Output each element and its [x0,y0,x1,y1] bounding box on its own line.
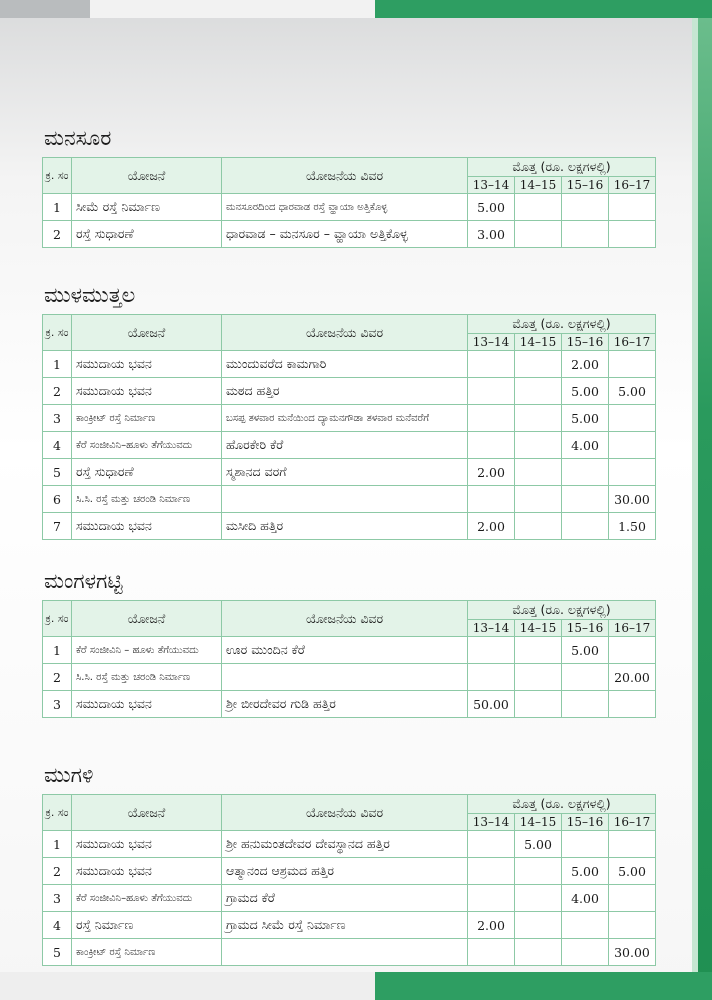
section-title: ಮನಸೂರ [44,126,112,150]
row-amount-14–15 [515,378,562,405]
row-amount-16–17: 20.00 [609,664,656,691]
row-amount-15–16 [562,939,609,966]
row-amount-16–17: 5.00 [609,378,656,405]
header-total: ಮೊತ್ತ (ರೂ. ಲಕ್ಷಗಳಲ್ಲಿ) [468,158,656,177]
table-row [43,831,656,858]
row-amount-13–14 [468,432,515,459]
row-amount-13–14 [468,664,515,691]
section-title: ಮುಳಮುತ್ತಲ [44,283,136,307]
row-amount-13–14 [468,405,515,432]
row-details [222,939,468,966]
header-year: 14–15 [515,177,562,194]
row-amount-14–15 [515,194,562,221]
row-amount-14–15 [515,664,562,691]
row-details [222,664,468,691]
row-amount-13–14 [468,858,515,885]
header-scheme: ಯೋಜನೆ [72,315,222,351]
table-row [43,405,656,432]
row-details: ಊರ ಮುಂದಿನ ಕೆರೆ [222,637,468,664]
header-year: 16–17 [609,620,656,637]
row-scheme: ಸಮುದಾಯ ಭವನ [72,831,222,858]
row-amount-16–17 [609,459,656,486]
row-amount-16–17: 30.00 [609,486,656,513]
table-row [43,513,656,540]
section-2 [42,282,656,540]
row-serial: 2 [43,378,72,405]
row-scheme: ಕೆರೆ ಸಂಜೀವಿನಿ – ಹೂಳು ತೆಗೆಯುವದು [72,637,222,664]
row-serial: 3 [43,691,72,718]
section-1 [42,125,656,248]
row-amount-14–15 [515,858,562,885]
row-amount-14–15 [515,939,562,966]
table-row [43,885,656,912]
row-scheme: ರಸ್ತೆ ಸುಧಾರಣೆ [72,459,222,486]
works-table [42,157,656,248]
header-serial: ಕ್ರ. ಸಂ [43,315,72,351]
row-scheme: ಸಮುದಾಯ ಭವನ [72,691,222,718]
works-table [42,600,656,718]
header-serial: ಕ್ರ. ಸಂ [43,158,72,194]
table-row [43,351,656,378]
row-serial: 1 [43,831,72,858]
row-scheme: ಸಮುದಾಯ ಭವನ [72,513,222,540]
row-amount-14–15 [515,637,562,664]
row-amount-13–14: 50.00 [468,691,515,718]
row-amount-15–16: 5.00 [562,378,609,405]
row-serial: 4 [43,912,72,939]
top-decor-gray [0,0,90,18]
row-amount-13–14: 2.00 [468,513,515,540]
header-year: 13–14 [468,334,515,351]
header-year: 15–16 [562,177,609,194]
row-amount-14–15 [515,459,562,486]
works-table [42,794,656,966]
row-amount-14–15 [515,221,562,248]
row-amount-13–14 [468,486,515,513]
row-details: ಗ್ರಾಮದ ಸೀಮೆ ರಸ್ತೆ ನಿರ್ಮಾಣ [222,912,468,939]
row-amount-14–15 [515,885,562,912]
header-details: ಯೋಜನೆಯ ವಿವರ [222,601,468,637]
row-scheme: ಸಮುದಾಯ ಭವನ [72,378,222,405]
row-serial: 1 [43,194,72,221]
row-amount-13–14 [468,831,515,858]
header-year: 14–15 [515,620,562,637]
row-amount-16–17: 1.50 [609,513,656,540]
row-amount-16–17: 5.00 [609,858,656,885]
row-scheme: ಕಾಂಕ್ರೀಟ್ ರಸ್ತೆ ನಿರ್ಮಾಣ [72,939,222,966]
row-amount-13–14: 2.00 [468,459,515,486]
row-details [222,486,468,513]
row-amount-15–16: 5.00 [562,858,609,885]
header-serial: ಕ್ರ. ಸಂ [43,601,72,637]
works-table [42,314,656,540]
row-scheme: ಸೀಮೆ ರಸ್ತೆ ನಿರ್ಮಾಣ [72,194,222,221]
table-row [43,691,656,718]
section-4 [42,762,656,966]
row-details: ಮಸೀದಿ ಹತ್ತಿರ [222,513,468,540]
row-serial: 1 [43,637,72,664]
row-amount-16–17 [609,912,656,939]
header-total: ಮೊತ್ತ (ರೂ. ಲಕ್ಷಗಳಲ್ಲಿ) [468,601,656,620]
row-details: ಶ್ರೀ ಹನುಮಂತದೇವರ ದೇವಸ್ಥಾನದ ಹತ್ತಿರ [222,831,468,858]
header-year: 14–15 [515,334,562,351]
row-amount-15–16 [562,194,609,221]
table-row [43,664,656,691]
row-amount-15–16: 5.00 [562,405,609,432]
row-amount-13–14 [468,939,515,966]
row-amount-13–14: 3.00 [468,221,515,248]
header-year: 13–14 [468,620,515,637]
row-amount-16–17 [609,637,656,664]
row-scheme: ಕಾಂಕ್ರೀಟ್ ರಸ್ತೆ ನಿರ್ಮಾಣ [72,405,222,432]
row-scheme: ಸಿ.ಸಿ. ರಸ್ತೆ ಮತ್ತು ಚರಂಡಿ ನಿರ್ಮಾಣ [72,486,222,513]
row-details: ಹೊರಕೇರಿ ಕೆರೆ [222,432,468,459]
table-row [43,378,656,405]
row-amount-14–15: 5.00 [515,831,562,858]
row-scheme: ರಸ್ತೆ ಸುಧಾರಣೆ [72,221,222,248]
row-serial: 6 [43,486,72,513]
row-details: ಶ್ರೀ ಬೀರದೇವರ ಗುಡಿ ಹತ್ತಿರ [222,691,468,718]
table-row [43,221,656,248]
row-amount-16–17: 30.00 [609,939,656,966]
row-amount-15–16 [562,486,609,513]
table-row [43,858,656,885]
row-amount-14–15 [515,351,562,378]
row-amount-15–16 [562,221,609,248]
row-scheme: ಕೆರೆ ಸಂಜೀವಿನಿ–ಹೂಳು ತೆಗೆಯುವದು [72,432,222,459]
header-total: ಮೊತ್ತ (ರೂ. ಲಕ್ಷಗಳಲ್ಲಿ) [468,315,656,334]
row-serial: 3 [43,405,72,432]
row-amount-16–17 [609,831,656,858]
row-amount-15–16: 4.00 [562,432,609,459]
header-serial: ಕ್ರ. ಸಂ [43,795,72,831]
bottom-decor-green [375,972,712,1000]
top-decor-light [90,0,375,18]
row-scheme: ಸಿ.ಸಿ. ರಸ್ತೆ ಮತ್ತು ಚರಂಡಿ ನಿರ್ಮಾಣ [72,664,222,691]
table-row [43,912,656,939]
table-row [43,637,656,664]
row-serial: 5 [43,459,72,486]
row-amount-13–14 [468,351,515,378]
header-year: 15–16 [562,334,609,351]
header-year: 13–14 [468,814,515,831]
row-amount-16–17 [609,885,656,912]
row-amount-15–16: 2.00 [562,351,609,378]
row-details: ಮುಂದುವರೆದ ಕಾಮಗಾರಿ [222,351,468,378]
header-year: 15–16 [562,620,609,637]
row-details: ಮನಸೂರದಿಂದ ಧಾರವಾಡ ರಸ್ತೆ ವ್ಹಾಯಾ ಅತ್ತಿಕೊಳ್ಳ [222,194,468,221]
right-decor-green [698,18,712,1000]
header-year: 14–15 [515,814,562,831]
table-row [43,432,656,459]
row-amount-13–14 [468,885,515,912]
row-serial: 5 [43,939,72,966]
row-amount-14–15 [515,691,562,718]
row-amount-13–14: 2.00 [468,912,515,939]
row-scheme: ರಸ್ತೆ ನಿರ್ಮಾಣ [72,912,222,939]
row-amount-15–16 [562,691,609,718]
row-scheme: ಕೆರೆ ಸಂಜೀವಿನಿ–ಹೂಳು ತೆಗೆಯುವದು [72,885,222,912]
header-year: 13–14 [468,177,515,194]
row-amount-15–16 [562,664,609,691]
row-amount-15–16: 5.00 [562,637,609,664]
section-title: ಮಂಗಳಗಟ್ಟಿ [44,569,123,593]
header-details: ಯೋಜನೆಯ ವಿವರ [222,315,468,351]
row-amount-16–17 [609,432,656,459]
row-amount-15–16 [562,912,609,939]
table-row [43,194,656,221]
section-3 [42,568,656,718]
row-amount-15–16 [562,459,609,486]
row-amount-14–15 [515,912,562,939]
row-amount-16–17 [609,405,656,432]
row-amount-15–16 [562,831,609,858]
row-amount-14–15 [515,405,562,432]
row-details: ಆತ್ಮಾನಂದ ಆಶ್ರಮದ ಹತ್ತಿರ [222,858,468,885]
row-details: ಗ್ರಾಮದ ಕೆರೆ [222,885,468,912]
row-serial: 7 [43,513,72,540]
row-amount-13–14: 5.00 [468,194,515,221]
bottom-decor-gray [0,972,375,1000]
section-title: ಮುಗಳಿ [44,763,94,787]
header-year: 16–17 [609,814,656,831]
row-amount-14–15 [515,432,562,459]
row-amount-14–15 [515,513,562,540]
row-details: ಬಸಪ್ಪ ತಳವಾರ ಮನೆಯಿಂದ ದ್ಯಾಮನಗೌಡಾ ತಳವಾರ ಮನೆವರೆಗೆ [222,405,468,432]
row-amount-13–14 [468,637,515,664]
row-serial: 2 [43,221,72,248]
row-amount-13–14 [468,378,515,405]
row-scheme: ಸಮುದಾಯ ಭವನ [72,858,222,885]
header-details: ಯೋಜನೆಯ ವಿವರ [222,158,468,194]
header-year: 16–17 [609,177,656,194]
table-row [43,486,656,513]
row-amount-15–16 [562,513,609,540]
top-decor-green [375,0,712,18]
header-year: 16–17 [609,334,656,351]
row-details: ಮಠದ ಹತ್ತಿರ [222,378,468,405]
row-details: ಧಾರವಾಡ – ಮನಸೂರ – ವ್ಹಾಯಾ ಅತ್ತಿಕೊಳ್ಳ [222,221,468,248]
row-amount-14–15 [515,486,562,513]
header-scheme: ಯೋಜನೆ [72,601,222,637]
row-serial: 1 [43,351,72,378]
header-year: 15–16 [562,814,609,831]
row-amount-15–16: 4.00 [562,885,609,912]
header-total: ಮೊತ್ತ (ರೂ. ಲಕ್ಷಗಳಲ್ಲಿ) [468,795,656,814]
header-details: ಯೋಜನೆಯ ವಿವರ [222,795,468,831]
header-scheme: ಯೋಜನೆ [72,795,222,831]
row-serial: 3 [43,885,72,912]
row-serial: 4 [43,432,72,459]
table-row [43,939,656,966]
row-amount-16–17 [609,194,656,221]
row-amount-16–17 [609,351,656,378]
row-serial: 2 [43,664,72,691]
row-serial: 2 [43,858,72,885]
row-scheme: ಸಮುದಾಯ ಭವನ [72,351,222,378]
row-amount-16–17 [609,221,656,248]
row-amount-16–17 [609,691,656,718]
table-row [43,459,656,486]
row-details: ಸ್ಮಶಾನದ ವರಗೆ [222,459,468,486]
header-scheme: ಯೋಜನೆ [72,158,222,194]
